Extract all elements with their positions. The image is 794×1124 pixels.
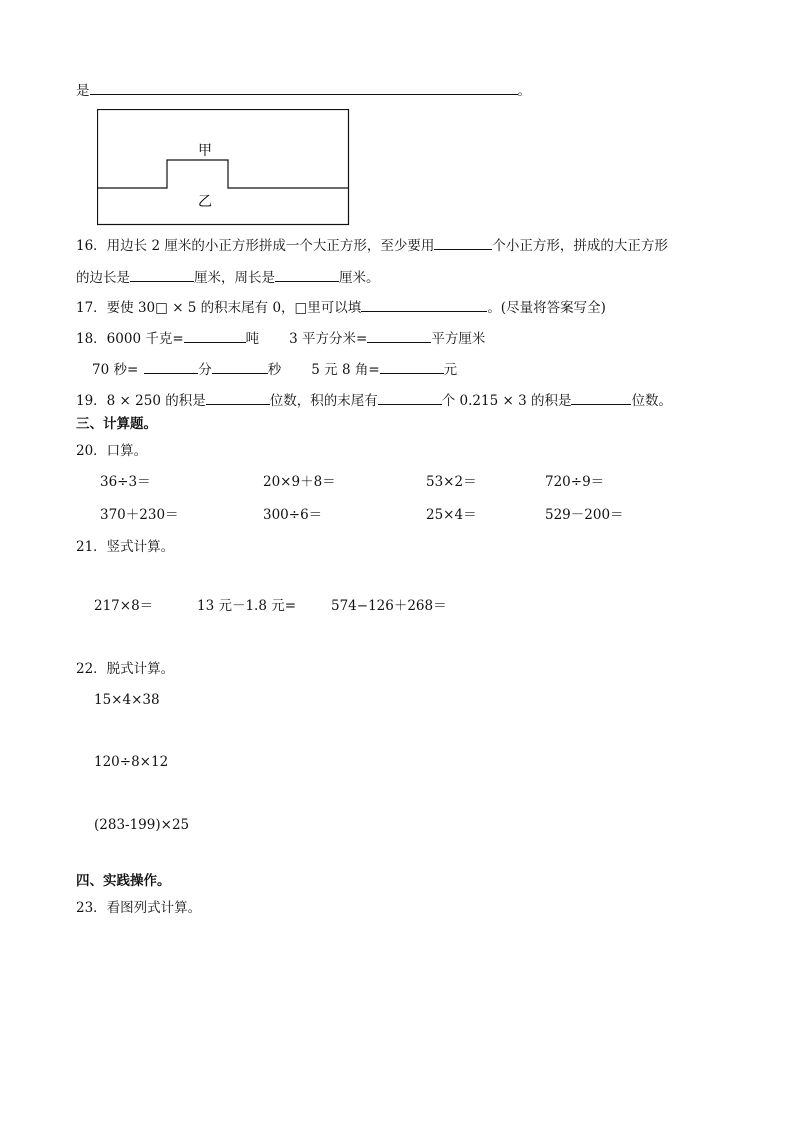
q15-lead: 是 — [76, 83, 90, 99]
q16-blank-perimeter[interactable] — [275, 267, 339, 282]
q19-blank-zeros[interactable] — [378, 390, 442, 405]
q18-ton-unit: 吨 — [245, 331, 260, 347]
q19-text-d: 位数。 — [631, 393, 672, 409]
q17-text-b: 。(尽量将答案写全) — [487, 300, 606, 316]
q16-text-e: 厘米。 — [339, 270, 380, 286]
q18-seconds: 70 秒= — [92, 362, 139, 378]
q19-text-a: 19．8 × 250 的积是 — [76, 393, 206, 409]
q21-title: 21．竖式计算。 — [76, 539, 175, 555]
section-4-heading: 四、实践操作。 — [76, 873, 171, 889]
q20-r2-c4: 529－200＝ — [545, 507, 624, 523]
label-yi: 乙 — [198, 194, 212, 210]
q18-blank-yuan[interactable] — [380, 359, 444, 374]
q16-text-b: 个小正方形，拼成的大正方形 — [492, 238, 668, 254]
q18-cm2-unit: 平方厘米 — [431, 331, 486, 347]
q16-text-c: 的边长是 — [76, 270, 130, 286]
q19-line — [76, 390, 672, 410]
q15-diagram — [97, 109, 351, 227]
q16-line2 — [76, 267, 380, 287]
q18-yuan-unit: 元 — [443, 362, 458, 378]
q20-title: 20．口算。 — [76, 443, 148, 459]
q22-item-2: 120÷8×12 — [94, 754, 169, 770]
q21-item-1: 217×8＝ — [94, 598, 154, 614]
q18-money: 5 元 8 角= — [311, 362, 380, 378]
q15-end: 。 — [517, 83, 531, 99]
q15-blank[interactable] — [90, 80, 518, 95]
q20-r1-c1: 36÷3＝ — [100, 474, 151, 490]
q20-r2-c2: 300÷6＝ — [263, 507, 323, 523]
q20-r1-c3: 53×2＝ — [426, 474, 477, 490]
q18-dm2: 3 平方分米= — [289, 331, 368, 347]
q18-blank-min[interactable] — [144, 359, 198, 374]
q20-r1-c4: 720÷9＝ — [545, 474, 605, 490]
q19-blank-digits2[interactable] — [571, 390, 631, 405]
q18-blank-ton[interactable] — [184, 328, 246, 343]
q16-text-a: 16．用边长 2 厘米的小正方形拼成一个大正方形，至少要用 — [76, 238, 435, 254]
q18-sec-unit: 秒 — [267, 362, 282, 378]
q18-row2 — [92, 359, 457, 379]
q21-item-2: 13 元－1.8 元= — [197, 598, 297, 614]
diagram-outer-rect — [98, 110, 349, 225]
q19-text-b: 位数，积的末尾有 — [269, 393, 378, 409]
q23-title: 23．看图列式计算。 — [76, 900, 202, 916]
q19-text-c: 个 0.215 × 3 的积是 — [441, 393, 572, 409]
q17-blank[interactable] — [361, 297, 487, 312]
q21-item-3: 574−126＋268＝ — [331, 598, 447, 614]
q18-blank-sec[interactable] — [212, 359, 268, 374]
q16-blank-side[interactable] — [130, 267, 194, 282]
q22-item-3: (283-199)×25 — [94, 817, 190, 833]
q19-blank-digits[interactable] — [206, 390, 270, 405]
q18-kg: 18．6000 千克= — [76, 331, 184, 347]
q15-answer-line — [76, 80, 531, 100]
q18-min-unit: 分 — [198, 362, 212, 378]
q16-text-d: 厘米，周长是 — [194, 270, 275, 286]
q20-r1-c2: 20×9＋8＝ — [263, 474, 336, 490]
q17-text-a: 17．要使 30□ × 5 的积末尾有 0，□里可以填 — [76, 300, 362, 316]
diagram-divider-line — [98, 160, 349, 188]
q20-r2-c1: 370＋230＝ — [100, 507, 179, 523]
section-3-heading: 三、计算题。 — [76, 416, 157, 432]
q16-blank-count[interactable] — [434, 235, 492, 250]
q17-line — [76, 297, 606, 317]
label-jia: 甲 — [198, 143, 212, 159]
q16-line1 — [76, 235, 668, 255]
q18-row1 — [76, 328, 485, 348]
q22-title: 22．脱式计算。 — [76, 661, 175, 677]
q18-blank-cm2[interactable] — [367, 328, 431, 343]
q22-item-1: 15×4×38 — [94, 692, 160, 708]
q20-r2-c3: 25×4＝ — [426, 507, 477, 523]
